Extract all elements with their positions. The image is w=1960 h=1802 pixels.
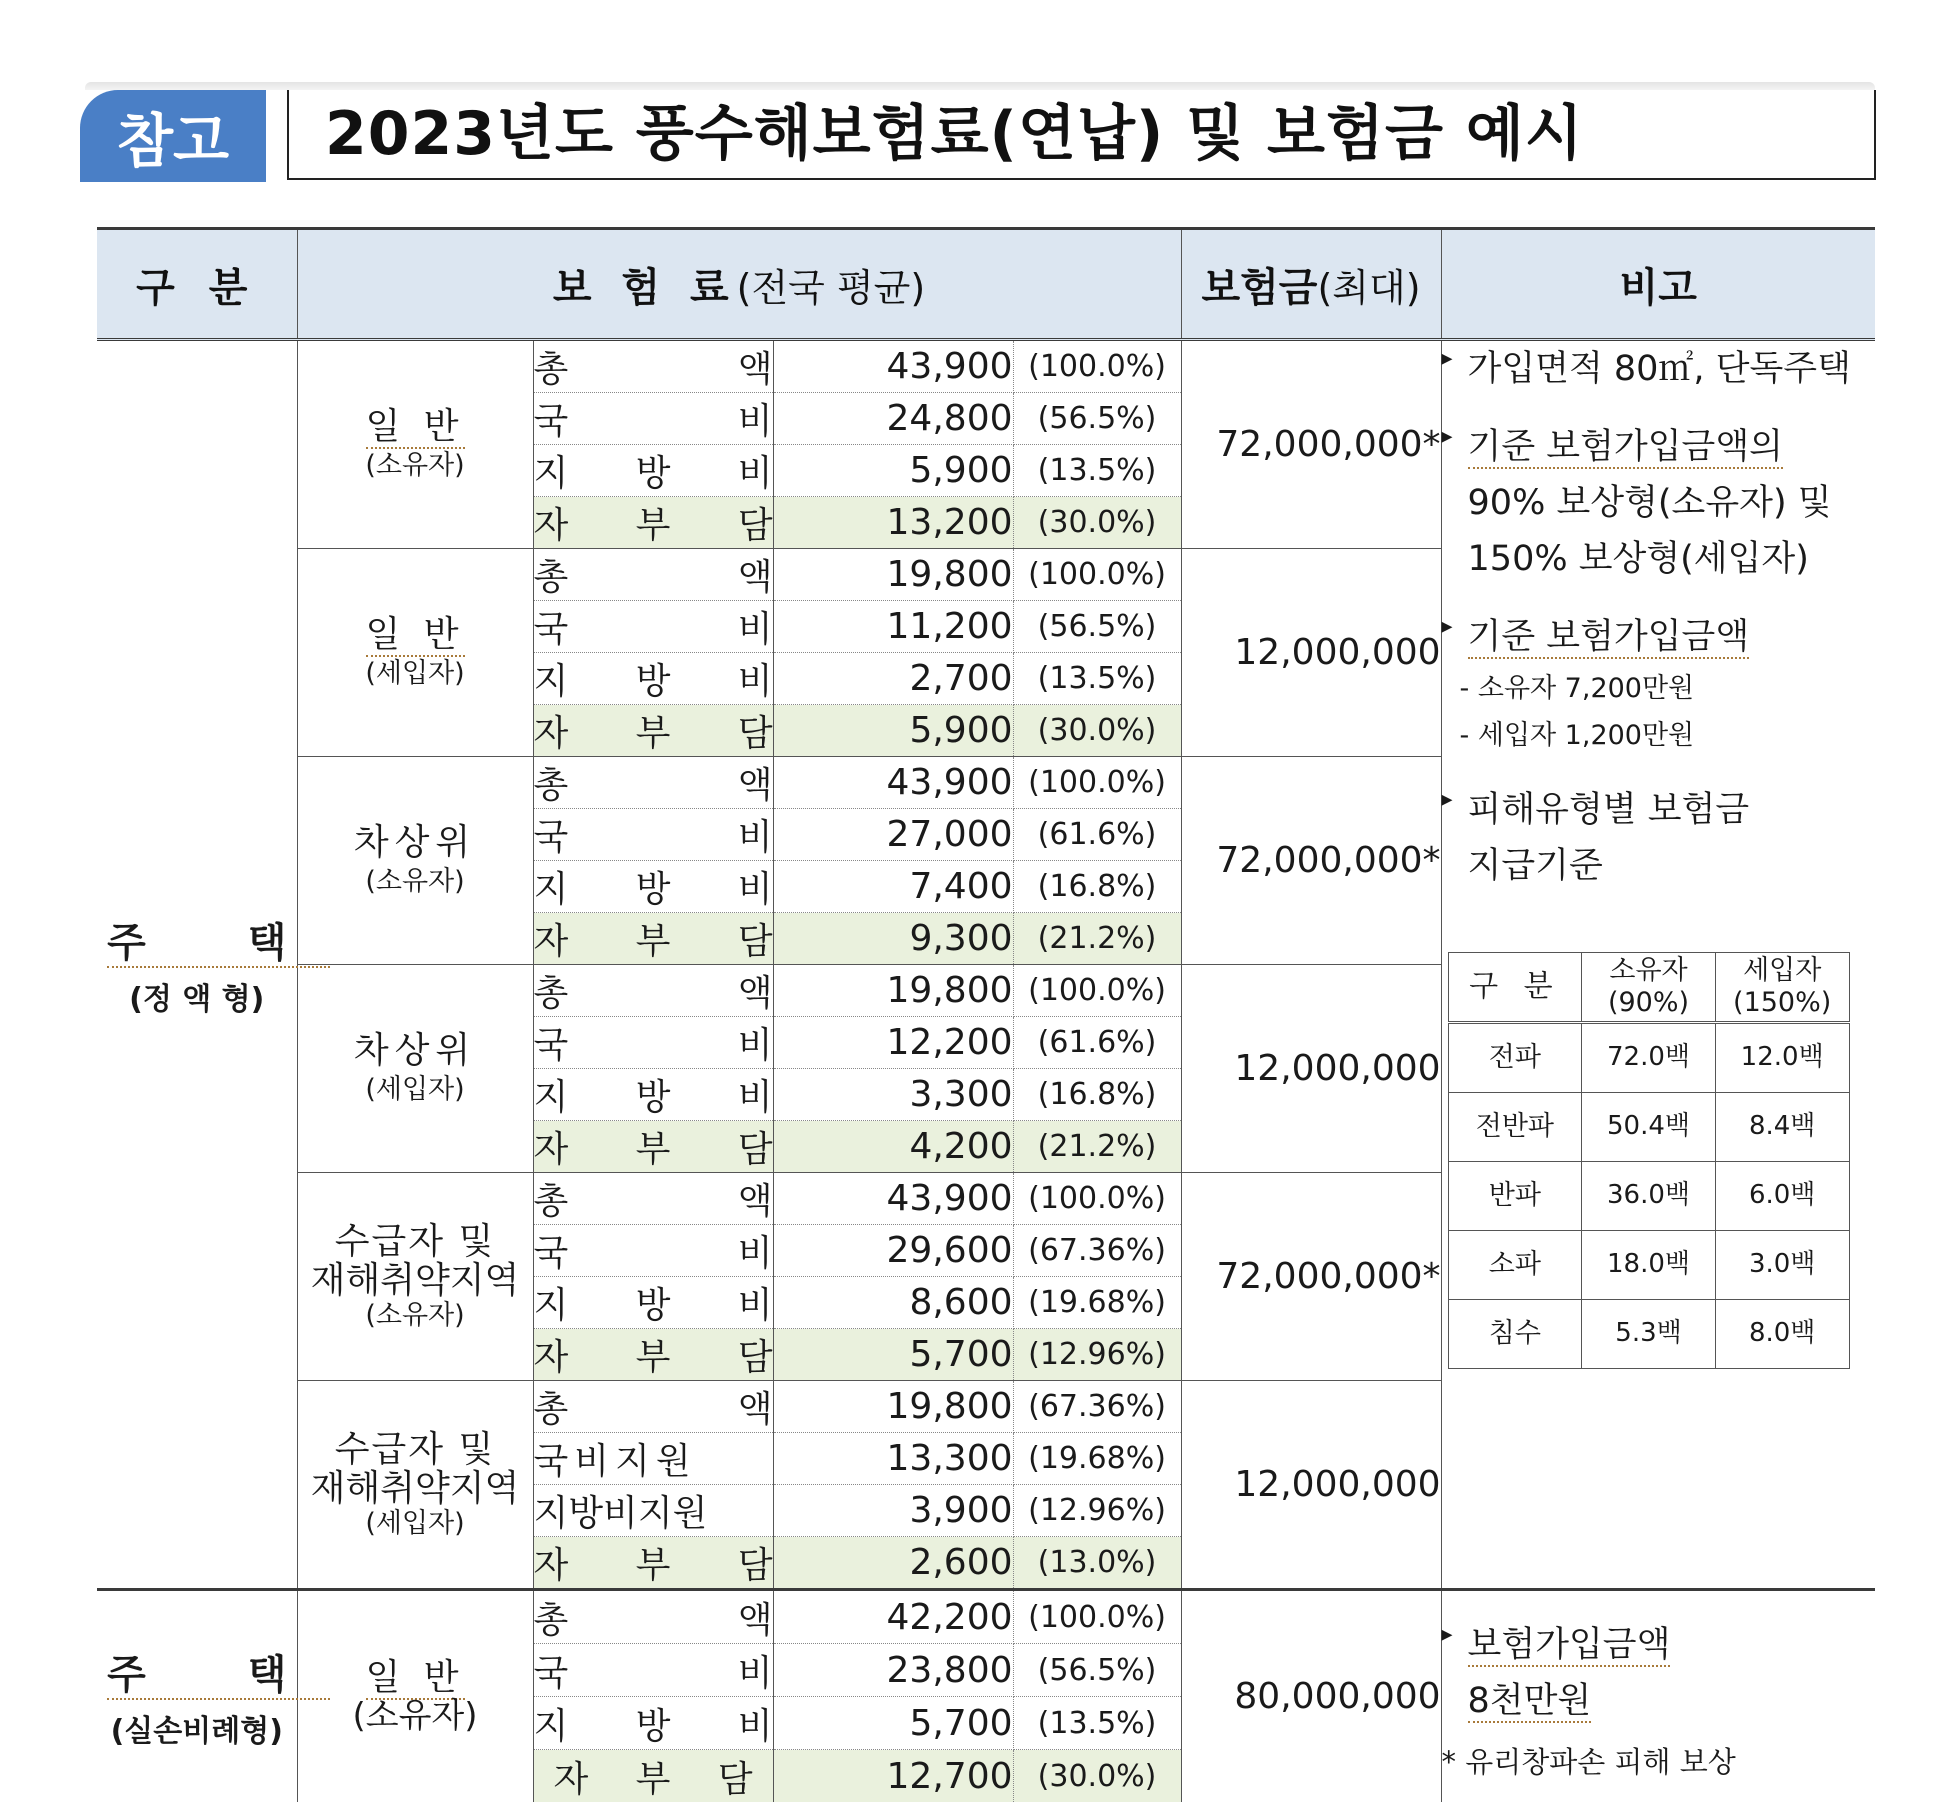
note-text-cont: 8천만원 <box>1442 1673 1876 1729</box>
label-mid: 방 <box>636 861 671 912</box>
label-end: 비 <box>738 1277 773 1328</box>
amount-cell: 11,200 <box>773 601 1013 653</box>
amount-cell: 5,900 <box>773 705 1013 757</box>
label-end: 액 <box>738 1173 773 1224</box>
percent-cell: (30.0%) <box>1013 1750 1181 1802</box>
row-label <box>533 1433 773 1485</box>
row-label-text <box>534 445 773 496</box>
mini-kind: 전반파 <box>1448 1092 1582 1161</box>
title-box <box>287 90 1876 180</box>
mini-owner: 36.0백 <box>1582 1161 1716 1230</box>
row-label <box>533 445 773 497</box>
label-end: 비 <box>738 601 773 652</box>
reference-badge: 참고 <box>80 90 266 182</box>
label-end: 담 <box>738 497 773 548</box>
label-start: 국 <box>534 809 569 860</box>
row-label <box>533 1017 773 1069</box>
group-sub: (세입자) <box>298 1075 533 1104</box>
mini-kind: 반파 <box>1448 1161 1582 1230</box>
row-label <box>533 1590 773 1644</box>
percent-cell: (13.0%) <box>1013 1537 1181 1590</box>
label-start: 지 <box>534 1698 569 1749</box>
premium-table <box>97 227 1875 1802</box>
note-text-cont: 90% 보상형(소유자) 및 <box>1442 475 1876 531</box>
percent-cell: (100.0%) <box>1013 965 1181 1017</box>
label-full: 지방비지원 <box>534 1485 708 1536</box>
label-end: 비 <box>738 861 773 912</box>
row-label <box>533 1277 773 1329</box>
label-start: 자 <box>534 705 569 756</box>
amount-cell: 9,300 <box>773 913 1013 965</box>
label-mid: 부 <box>636 497 671 548</box>
label-start: 자 <box>554 1751 589 1802</box>
label-mid: 방 <box>636 1069 671 1120</box>
percent-cell: (30.0%) <box>1013 705 1181 757</box>
row-label-text <box>534 913 773 964</box>
group-name: 수급자 및 <box>298 1223 533 1262</box>
percent-cell: (100.0%) <box>1013 549 1181 601</box>
note-item <box>1442 609 1876 665</box>
row-label <box>533 705 773 757</box>
percent-cell: (56.5%) <box>1013 601 1181 653</box>
amount-cell: 43,900 <box>773 340 1013 393</box>
row-label-text <box>534 861 773 912</box>
row-label <box>533 1381 773 1433</box>
amount-cell: 2,600 <box>773 1537 1013 1590</box>
insured-amount: 12,000,000 <box>1181 549 1441 757</box>
amount-cell: 13,200 <box>773 497 1013 549</box>
percent-cell: (19.68%) <box>1013 1277 1181 1329</box>
mini-tenant: 8.4백 <box>1715 1092 1849 1161</box>
title-top-rule <box>85 82 1875 90</box>
percent-cell: (12.96%) <box>1013 1485 1181 1537</box>
note-text-cont: 지급기준 <box>1442 838 1876 894</box>
label-start: 국 <box>534 1017 569 1068</box>
group-sub: (소유자) <box>298 1698 533 1735</box>
mini-tenant: 3.0백 <box>1715 1230 1849 1299</box>
group-sub: (소유자) <box>298 867 533 896</box>
label-end: 담 <box>738 705 773 756</box>
row-label-text <box>534 601 773 652</box>
amount-cell: 29,600 <box>773 1225 1013 1277</box>
label-start: 자 <box>534 913 569 964</box>
group-name: 일 반 <box>298 1659 533 1698</box>
label-start: 국 <box>534 1645 569 1696</box>
label-full: 국비지원 <box>534 1433 697 1484</box>
row-label-text <box>534 1121 773 1172</box>
amount-cell: 23,800 <box>773 1644 1013 1697</box>
row-label-text <box>534 1277 773 1328</box>
group-label <box>297 965 533 1173</box>
percent-cell: (56.5%) <box>1013 1644 1181 1697</box>
label-end: 비 <box>738 393 773 444</box>
label-mid: 방 <box>636 653 671 704</box>
table-row <box>97 1590 1875 1644</box>
note-text: 피해유형별 보험금 <box>1468 790 1750 830</box>
row-label-text <box>534 809 773 860</box>
label-end: 액 <box>738 1381 773 1432</box>
group-name: 차상위 <box>298 1032 533 1071</box>
row-label-text <box>534 1225 773 1276</box>
header-insured-main: 보험금 <box>1202 265 1318 311</box>
header-premium-main: 보 험 료 <box>553 265 737 311</box>
row-label <box>533 1329 773 1381</box>
amount-cell: 43,900 <box>773 757 1013 809</box>
insured-amount: 12,000,000 <box>1181 1381 1441 1590</box>
label-start: 자 <box>534 1121 569 1172</box>
category-sub: (실손비례형) <box>97 1706 297 1750</box>
label-mid: 방 <box>636 445 671 496</box>
note-sub-tenant: - 세입자 1,200만원 <box>1442 712 1876 759</box>
percent-cell: (67.36%) <box>1013 1225 1181 1277</box>
row-label <box>533 1697 773 1750</box>
percent-cell: (21.2%) <box>1013 913 1181 965</box>
header-premium-sub: (전국 평균) <box>737 266 926 310</box>
percent-cell: (100.0%) <box>1013 757 1181 809</box>
percent-cell: (16.8%) <box>1013 1069 1181 1121</box>
category-name: 주 택 <box>97 1643 341 1700</box>
row-label-text <box>534 1017 773 1068</box>
label-end: 액 <box>738 1592 773 1643</box>
row-label-text <box>534 1173 773 1224</box>
table-header-row <box>97 229 1875 340</box>
mini-tenant: 12.0백 <box>1715 1022 1849 1092</box>
percent-cell: (13.5%) <box>1013 1697 1181 1750</box>
label-start: 국 <box>534 1225 569 1276</box>
label-mid: 부 <box>636 1121 671 1172</box>
row-label-text <box>534 1645 773 1696</box>
row-label <box>533 497 773 549</box>
row-label-text <box>534 1698 773 1749</box>
amount-cell: 3,300 <box>773 1069 1013 1121</box>
label-start: 총 <box>534 549 569 600</box>
row-label-text <box>534 549 773 600</box>
damage-payment-table <box>1448 952 1850 1369</box>
row-label <box>533 1225 773 1277</box>
row-label-text <box>534 1592 773 1643</box>
label-start: 총 <box>534 1592 569 1643</box>
label-start: 총 <box>534 1173 569 1224</box>
note-sub-owner: - 소유자 7,200만원 <box>1442 665 1876 712</box>
label-end: 비 <box>738 653 773 704</box>
mini-header-row <box>1448 952 1849 1022</box>
row-label <box>533 1537 773 1590</box>
percent-cell: (100.0%) <box>1013 1590 1181 1644</box>
amount-cell: 27,000 <box>773 809 1013 861</box>
row-label-text <box>534 1751 773 1802</box>
label-mid: 부 <box>636 705 671 756</box>
label-start: 지 <box>534 861 569 912</box>
group-label <box>297 1173 533 1381</box>
note-text: 가입면적 80㎡, 단독주택 <box>1468 349 1851 389</box>
note-item <box>1442 1617 1876 1673</box>
amount-cell: 8,600 <box>773 1277 1013 1329</box>
label-start: 지 <box>534 1069 569 1120</box>
label-mid: 부 <box>636 1329 671 1380</box>
insured-amount: 72,000,000* <box>1181 757 1441 965</box>
row-label <box>533 393 773 445</box>
label-end: 비 <box>738 1698 773 1749</box>
row-label <box>533 809 773 861</box>
label-end: 액 <box>738 757 773 808</box>
mini-header-owner: 소유자 (90%) <box>1582 952 1716 1022</box>
amount-cell: 24,800 <box>773 393 1013 445</box>
row-label <box>533 601 773 653</box>
label-mid: 부 <box>636 913 671 964</box>
header-category: 구 분 <box>97 229 297 340</box>
label-end: 비 <box>738 1069 773 1120</box>
amount-cell: 19,800 <box>773 965 1013 1017</box>
percent-cell: (61.6%) <box>1013 809 1181 861</box>
table-row <box>97 340 1875 393</box>
row-label <box>533 1121 773 1173</box>
row-label <box>533 340 773 393</box>
note-text: 보험가입금액 <box>1468 1625 1671 1667</box>
label-mid: 부 <box>636 1537 671 1588</box>
mini-row <box>1448 1230 1849 1299</box>
label-mid: 부 <box>636 1751 671 1802</box>
category-sub: (정 액 형) <box>97 974 297 1018</box>
label-start: 총 <box>534 1381 569 1432</box>
header-premium <box>297 229 1181 340</box>
note-item <box>1442 782 1876 838</box>
row-label <box>533 653 773 705</box>
label-end: 비 <box>738 809 773 860</box>
label-end: 비 <box>738 445 773 496</box>
row-label <box>533 1069 773 1121</box>
amount-cell: 4,200 <box>773 1121 1013 1173</box>
percent-cell: (21.2%) <box>1013 1121 1181 1173</box>
header-remarks: 비고 <box>1441 229 1875 340</box>
amount-cell: 7,400 <box>773 861 1013 913</box>
label-end: 액 <box>738 341 773 392</box>
insured-amount: 72,000,000* <box>1181 1173 1441 1381</box>
label-start: 총 <box>534 757 569 808</box>
row-label-text <box>534 1329 773 1380</box>
label-start: 자 <box>534 497 569 548</box>
amount-cell: 12,200 <box>773 1017 1013 1069</box>
group-name-2: 재해취약지역 <box>298 1470 533 1509</box>
premium-table-container <box>97 227 1875 1690</box>
row-label-text <box>534 1381 773 1432</box>
row-label-text <box>534 705 773 756</box>
row-label-text <box>534 653 773 704</box>
row-label-text <box>534 965 773 1016</box>
amount-cell: 5,700 <box>773 1697 1013 1750</box>
percent-cell: (12.96%) <box>1013 1329 1181 1381</box>
bullet-triangle-icon: ▸ <box>1442 341 1453 376</box>
row-label-text <box>534 1485 773 1536</box>
mini-header-kind: 구 분 <box>1448 952 1582 1022</box>
amount-cell: 19,800 <box>773 1381 1013 1433</box>
note-item <box>1442 341 1876 397</box>
label-end: 비 <box>738 1225 773 1276</box>
insured-amount: 72,000,000* <box>1181 340 1441 549</box>
label-start: 총 <box>534 965 569 1016</box>
label-start: 국 <box>534 601 569 652</box>
percent-cell: (56.5%) <box>1013 393 1181 445</box>
group-label <box>297 549 533 757</box>
percent-cell: (13.5%) <box>1013 653 1181 705</box>
label-mid: 방 <box>636 1698 671 1749</box>
group-name: 수급자 및 <box>298 1431 533 1470</box>
note-text: 기준 보험가입금액의 <box>1468 427 1783 469</box>
category-housing-fixed <box>97 340 297 1590</box>
row-label-text <box>534 757 773 808</box>
percent-cell: (61.6%) <box>1013 1017 1181 1069</box>
mini-kind: 소파 <box>1448 1230 1582 1299</box>
header-insured-sub: (최대) <box>1317 266 1420 310</box>
mini-kind: 전파 <box>1448 1022 1582 1092</box>
row-label <box>533 913 773 965</box>
row-label-text <box>534 1069 773 1120</box>
row-label-text <box>534 393 773 444</box>
label-end: 비 <box>738 1017 773 1068</box>
percent-cell: (13.5%) <box>1013 445 1181 497</box>
group-name: 일 반 <box>298 408 533 447</box>
group-name-2: 재해취약지역 <box>298 1262 533 1301</box>
mini-tenant: 6.0백 <box>1715 1161 1849 1230</box>
mini-row <box>1448 1092 1849 1161</box>
percent-cell: (100.0%) <box>1013 340 1181 393</box>
label-start: 총 <box>534 341 569 392</box>
row-label <box>533 1485 773 1537</box>
row-label-text <box>534 1433 773 1484</box>
category-name: 주 택 <box>97 911 341 968</box>
header-insured <box>1181 229 1441 340</box>
group-label <box>297 1381 533 1590</box>
label-start: 지 <box>534 445 569 496</box>
label-start: 자 <box>534 1537 569 1588</box>
row-label <box>533 757 773 809</box>
mini-tenant: 8.0백 <box>1715 1299 1849 1368</box>
mini-owner: 5.3백 <box>1582 1299 1716 1368</box>
group-label <box>297 1590 533 1802</box>
group-label <box>297 757 533 965</box>
label-end: 액 <box>738 549 773 600</box>
group-label <box>297 340 533 549</box>
amount-cell: 12,700 <box>773 1750 1013 1802</box>
row-label-text <box>534 497 773 548</box>
mini-row <box>1448 1299 1849 1368</box>
percent-cell: (30.0%) <box>1013 497 1181 549</box>
percent-cell: (16.8%) <box>1013 861 1181 913</box>
amount-cell: 13,300 <box>773 1433 1013 1485</box>
amount-cell: 42,200 <box>773 1590 1013 1644</box>
mini-owner: 18.0백 <box>1582 1230 1716 1299</box>
bullet-triangle-icon: ▸ <box>1442 419 1453 454</box>
label-start: 지 <box>534 653 569 704</box>
footnote: * 유리창파손 피해 보상 <box>1442 1739 1876 1785</box>
amount-cell: 5,700 <box>773 1329 1013 1381</box>
label-end: 담 <box>738 1121 773 1172</box>
row-label-text <box>534 341 773 392</box>
mini-kind: 침수 <box>1448 1299 1582 1368</box>
note-text: 기준 보험가입금액 <box>1468 617 1750 659</box>
label-end: 비 <box>738 1645 773 1696</box>
remarks-cell <box>1441 340 1875 1590</box>
insured-amount: 12,000,000 <box>1181 965 1441 1173</box>
amount-cell: 2,700 <box>773 653 1013 705</box>
category-housing-actual <box>97 1590 297 1802</box>
note-text-cont: 150% 보상형(세입자) <box>1442 531 1876 587</box>
amount-cell: 19,800 <box>773 549 1013 601</box>
amount-cell: 43,900 <box>773 1173 1013 1225</box>
percent-cell: (100.0%) <box>1013 1173 1181 1225</box>
group-name: 일 반 <box>298 616 533 655</box>
amount-cell: 3,900 <box>773 1485 1013 1537</box>
row-label <box>533 965 773 1017</box>
insured-amount: 80,000,000 <box>1181 1590 1441 1802</box>
mini-owner: 50.4백 <box>1582 1092 1716 1161</box>
amount-cell: 5,900 <box>773 445 1013 497</box>
group-sub: (세입자) <box>298 659 533 688</box>
percent-cell: (19.68%) <box>1013 1433 1181 1485</box>
bullet-triangle-icon: ▸ <box>1442 609 1453 644</box>
percent-cell: (67.36%) <box>1013 1381 1181 1433</box>
bullet-triangle-icon: ▸ <box>1442 1617 1453 1652</box>
label-end: 담 <box>718 1751 753 1802</box>
row-label-text <box>534 1537 773 1588</box>
label-start: 지 <box>534 1277 569 1328</box>
mini-owner: 72.0백 <box>1582 1022 1716 1092</box>
row-label <box>533 1750 773 1802</box>
label-mid: 방 <box>636 1277 671 1328</box>
label-end: 담 <box>738 913 773 964</box>
mini-row <box>1448 1022 1849 1092</box>
group-name: 차상위 <box>298 824 533 863</box>
row-label <box>533 1644 773 1697</box>
remarks-cell <box>1441 1590 1875 1802</box>
page-title: 2023년도 풍수해보험료(연납) 및 보험금 예시 <box>325 90 1584 178</box>
label-end: 액 <box>738 965 773 1016</box>
row-label <box>533 861 773 913</box>
bullet-triangle-icon: ▸ <box>1442 782 1453 817</box>
group-sub: (소유자) <box>298 451 533 480</box>
label-start: 국 <box>534 393 569 444</box>
mini-header-tenant: 세입자 (150%) <box>1715 952 1849 1022</box>
mini-row <box>1448 1161 1849 1230</box>
group-sub: (세입자) <box>298 1509 533 1538</box>
row-label <box>533 1173 773 1225</box>
label-start: 자 <box>534 1329 569 1380</box>
label-end: 담 <box>738 1537 773 1588</box>
row-label <box>533 549 773 601</box>
group-sub: (소유자) <box>298 1301 533 1330</box>
label-end: 담 <box>738 1329 773 1380</box>
note-item <box>1442 419 1876 475</box>
